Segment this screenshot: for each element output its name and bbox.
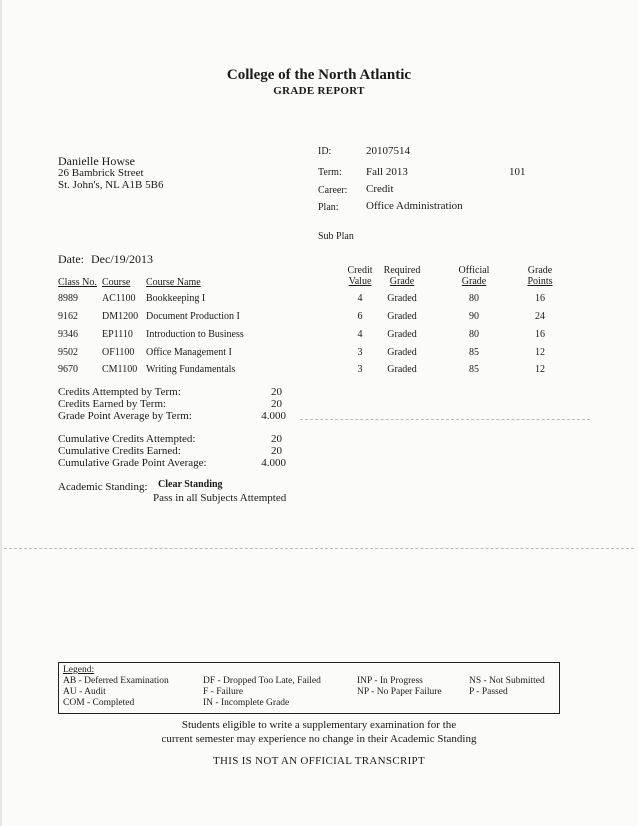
standing-label: Academic Standing: [58,481,148,493]
header-credit-value [342,265,378,287]
cumulative-gpa-label: Cumulative Grade Point Average: [58,457,207,469]
legend-item: IN - Incomplete Grade [203,698,290,708]
header-official-bottom: Grade [461,276,487,287]
course-name-cell: Bookkeeping I [146,293,206,304]
header-credit-bottom: Value [348,276,372,287]
points-cell: 16 [535,329,545,340]
course-name-cell: Introduction to Business [146,329,244,340]
header-credit-top: Credit [347,265,373,276]
date-label: Date: [58,252,84,266]
points-cell: 16 [535,293,545,304]
plan-label: Plan: [318,202,339,213]
cumulative-attempted-label: Cumulative Credits Attempted: [58,433,196,445]
legend-box [58,662,560,714]
gpa-term-label: Grade Point Average by Term: [58,410,192,422]
student-name: Danielle Howse [58,154,135,168]
legend-column-2 [203,676,321,709]
class-no-cell: 8989 [58,293,78,304]
id-value: 20107514 [366,145,410,157]
credit-cell: 6 [357,311,363,322]
header-grade-points [520,265,560,287]
course-cell: DM1200 [102,311,139,322]
institution-title: College of the North Atlantic [226,67,412,83]
credits-earned-term-label: Credits Earned by Term: [58,398,167,410]
cumulative-earned-value: 20 [271,445,282,457]
cumulative-labels [58,433,207,469]
supplementary-note [0,718,638,746]
supplementary-line-1: Students eligible to write a supplementary examination for the [181,719,457,731]
cumulative-attempted-value: 20 [271,433,282,445]
legend-item: NP - No Paper Failure [357,687,442,697]
fold-line [4,548,634,549]
legend-item: AB - Deferred Examination [63,676,169,686]
header-course-name: Course Name [146,277,201,288]
credit-cell: 3 [357,364,363,375]
grade-cell: 85 [469,364,479,375]
legend-item: INP - In Progress [357,676,423,686]
class-no-cell: 9670 [58,364,78,375]
legend-column-4 [469,676,545,698]
header-required-bottom: Grade [389,276,415,287]
legend-item: F - Failure [203,687,244,697]
term-totals-values [246,386,286,422]
required-cell: Graded [387,329,417,340]
cumulative-gpa-value: 4.000 [261,457,286,469]
legend-item: NS - Not Submitted [469,676,545,686]
grade-cell: 80 [469,293,479,304]
required-cell: Graded [387,347,417,358]
report-title: GRADE REPORT [273,85,365,97]
credit-cell: 4 [357,293,363,304]
header-official-grade [452,265,496,287]
credits-attempted-term-value: 20 [271,386,282,398]
course-cell: EP1110 [102,329,133,340]
standing-note: Pass in all Subjects Attempted [153,492,287,504]
header-official-top: Official [458,265,490,276]
grade-cell: 80 [469,329,479,340]
header-points-bottom: Points [527,276,553,287]
cumulative-values [246,433,286,469]
header-class-no: Class No. [58,277,97,288]
standing-value: Clear Standing [158,479,223,490]
term-code: 101 [509,166,526,178]
legend-item: AU - Audit [63,687,106,697]
class-no-cell: 9346 [58,329,78,340]
gpa-term-value: 4.000 [261,410,286,422]
not-official-notice: THIS IS NOT AN OFFICIAL TRANSCRIPT [213,755,425,767]
points-cell: 24 [535,311,545,322]
legend-item: COM - Completed [63,698,135,708]
legend-item: DF - Dropped Too Late, Failed [203,676,321,686]
credits-attempted-term-label: Credits Attempted by Term: [58,386,181,398]
plan-value: Office Administration [366,200,463,212]
career-label: Career: [318,185,348,196]
legend-title: Legend: [63,665,95,675]
course-cell: CM1100 [102,364,138,375]
cumulative-earned-label: Cumulative Credits Earned: [58,445,181,457]
course-cell: AC1100 [102,293,136,304]
class-no-cell: 9502 [58,347,78,358]
legend-item: P - Passed [469,687,508,697]
grade-cell: 85 [469,347,479,358]
header-required-grade [380,265,424,287]
term-totals-labels [58,386,192,422]
points-cell: 12 [535,364,545,375]
header-course: Course [102,277,131,288]
legend-column-3 [357,676,442,698]
header-points-top: Grade [527,265,553,276]
term-label: Term: [318,167,342,178]
header-required-top: Required [383,265,421,276]
career-value: Credit [366,183,394,195]
address-line-2: St. John's, NL A1B 5B6 [58,179,164,191]
course-name-cell: Office Management I [146,347,232,358]
address-line-1: 26 Bambrick Street [58,167,144,179]
credit-cell: 4 [357,329,363,340]
term-value: Fall 2013 [366,166,408,178]
date-value: Dec/19/2013 [91,252,153,266]
grade-cell: 90 [469,311,479,322]
student-address [58,155,163,191]
legend-column-1 [63,676,169,709]
supplementary-line-2: current semester may experience no change in their Academic Standing [161,733,477,745]
required-cell: Graded [387,293,417,304]
faint-rule [300,419,590,420]
required-cell: Graded [387,364,417,375]
id-label: ID: [318,146,332,157]
course-cell: OF1100 [102,347,135,358]
page-left-edge [0,0,2,826]
class-no-cell: 9162 [58,311,78,322]
course-name-cell: Writing Fundamentals [146,364,236,375]
date-line [58,252,153,267]
course-name-cell: Document Production I [146,311,240,322]
credit-cell: 3 [357,347,363,358]
subplan-label: Sub Plan [318,231,354,242]
credits-earned-term-value: 20 [271,398,282,410]
required-cell: Graded [387,311,417,322]
points-cell: 12 [535,347,545,358]
